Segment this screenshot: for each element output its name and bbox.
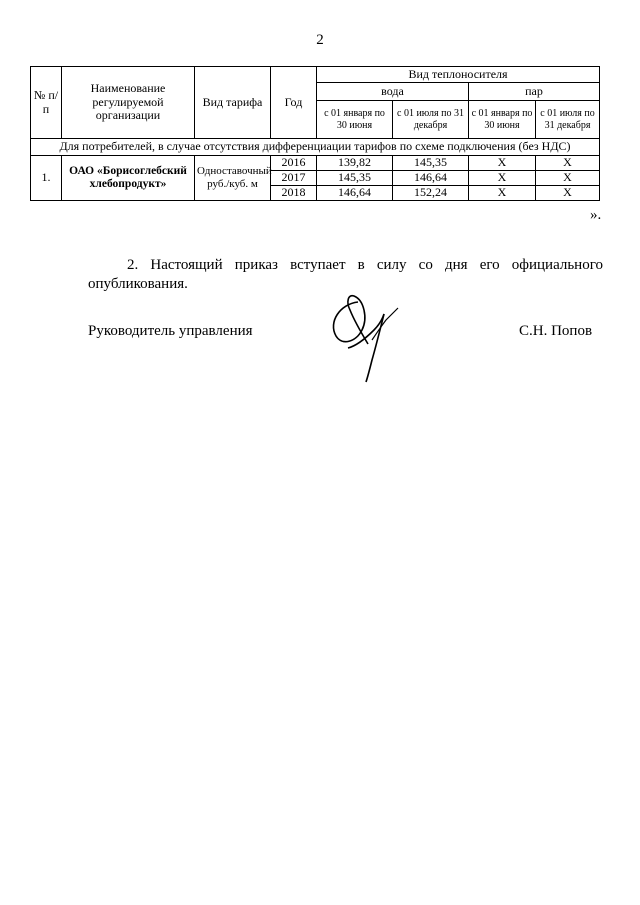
tariff-type: Одноставочный руб./куб. м [195,155,271,200]
header-tariff-type: Вид тарифа [195,67,271,139]
header-water-h1: с 01 января по 30 июня [317,101,393,139]
header-water-h2: с 01 июля по 31 декабря [393,101,469,139]
water-h2-cell: 146,64 [393,170,469,185]
header-steam-h1: с 01 января по 30 июня [469,101,536,139]
consumer-band: Для потребителей, в случае отсутствия дифференциации тарифов по схеме подключения (без НДС) [31,139,600,156]
header-carrier: Вид теплоносителя [317,67,600,83]
org-name: ОАО «Борисоглебский хлебопродукт» [62,155,195,200]
signer-name: С.Н. Попов [519,323,593,339]
order-paragraph: 2. Настоящий приказ вступает в силу со дня его официального опубликования. [88,257,603,292]
steam-h1-cell: X [469,185,536,200]
steam-h2-cell: X [536,170,600,185]
signer-title: Руководитель управления [88,323,253,339]
closing-quote: ». [590,207,602,223]
header-num: № п/п [31,67,62,139]
header-year: Год [271,67,317,139]
header-org: Наименование регулируемой организации [62,67,195,139]
header-water: вода [317,83,469,101]
steam-h1-cell: X [469,170,536,185]
steam-h2-cell: X [536,155,600,170]
steam-h2-cell: X [536,185,600,200]
row-num: 1. [31,155,62,200]
table-row [31,155,600,170]
water-h1-cell: 146,64 [317,185,393,200]
page-number: 2 [316,32,324,48]
signature-image [318,290,408,385]
water-h1-cell: 139,82 [317,155,393,170]
year-cell: 2016 [271,155,317,170]
water-h2-cell: 145,35 [393,155,469,170]
water-h2-cell: 152,24 [393,185,469,200]
steam-h1-cell: X [469,155,536,170]
year-cell: 2018 [271,185,317,200]
water-h1-cell: 145,35 [317,170,393,185]
tariff-table [30,66,600,201]
year-cell: 2017 [271,170,317,185]
header-steam: пар [469,83,600,101]
header-steam-h2: с 01 июля по 31 декабря [536,101,600,139]
